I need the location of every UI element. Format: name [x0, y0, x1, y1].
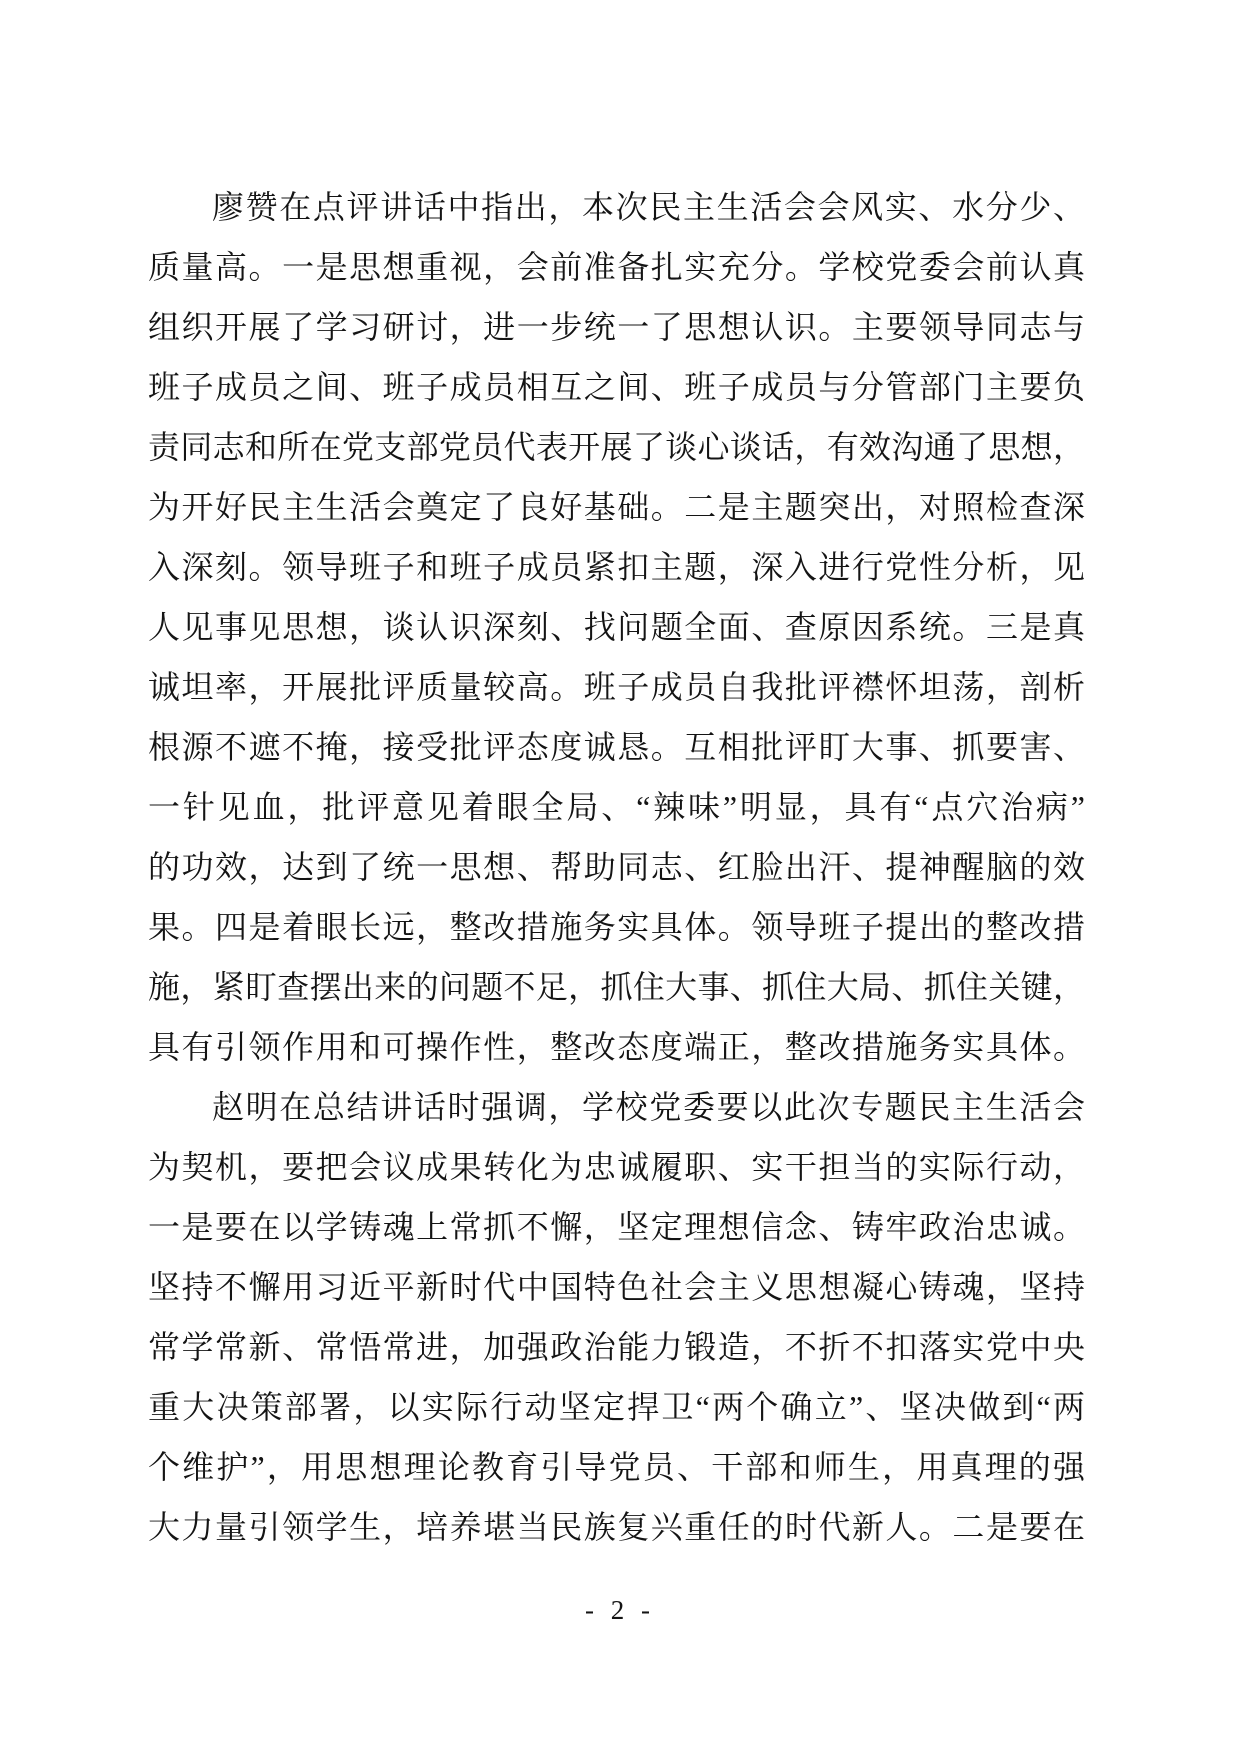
text-line: 一是要在以学铸魂上常抓不懈，坚定理想信念、铸牢政治忠诚。: [148, 1209, 1085, 1245]
text-line: 常学常新、常悟常进，加强政治能力锻造，不折不扣落实党中央: [148, 1329, 1085, 1365]
text-line: 诚坦率，开展批评质量较高。班子成员自我批评襟怀坦荡，剖析: [148, 669, 1085, 705]
text-line: 一针见血，批评意见着眼全局、“辣味”明显，具有“点穴治病”: [148, 789, 1085, 825]
text-line: 人见事见思想，谈认识深刻、找问题全面、查原因系统。三是真: [148, 609, 1085, 645]
text-line: 责同志和所在党支部党员代表开展了谈心谈话，有效沟通了思想，: [148, 429, 1085, 465]
text-line: 赵明在总结讲话时强调，学校党委要以此次专题民主生活会: [212, 1089, 1085, 1125]
text-line: 廖赞在点评讲话中指出，本次民主生活会会风实、水分少、: [212, 189, 1085, 225]
text-line: 根源不遮不掩，接受批评态度诚恳。互相批评盯大事、抓要害、: [148, 729, 1085, 765]
text-line: 大力量引领学生，培养堪当民族复兴重任的时代新人。二是要在: [148, 1509, 1085, 1545]
body-text: [148, 177, 1085, 1557]
text-line: 入深刻。领导班子和班子成员紧扣主题，深入进行党性分析，见: [148, 549, 1085, 585]
text-line: 组织开展了学习研讨，进一步统一了思想认识。主要领导同志与: [148, 309, 1085, 345]
text-line: 具有引领作用和可操作性，整改态度端正，整改措施务实具体。: [148, 1029, 1085, 1065]
text-line: 为契机，要把会议成果转化为忠诚履职、实干担当的实际行动，: [148, 1149, 1085, 1185]
text-line: 施，紧盯查摆出来的问题不足，抓住大事、抓住大局、抓住关键，: [148, 969, 1085, 1005]
text-line: 的功效，达到了统一思想、帮助同志、红脸出汗、提神醒脑的效: [148, 849, 1085, 885]
text-line: 为开好民主生活会奠定了良好基础。二是主题突出，对照检查深: [148, 489, 1085, 525]
text-line: 果。四是着眼长远，整改措施务实具体。领导班子提出的整改措: [148, 909, 1085, 945]
text-line: 坚持不懈用习近平新时代中国特色社会主义思想凝心铸魂，坚持: [148, 1269, 1085, 1305]
text-line: 个维护”，用思想理论教育引导党员、干部和师生，用真理的强: [148, 1449, 1085, 1485]
text-line: 班子成员之间、班子成员相互之间、班子成员与分管部门主要负: [148, 369, 1085, 405]
page-number: - 2 -: [585, 1595, 655, 1625]
text-line: 重大决策部署，以实际行动坚定捍卫“两个确立”、坚决做到“两: [148, 1389, 1085, 1425]
text-line: 质量高。一是思想重视，会前准备扎实充分。学校党委会前认真: [148, 249, 1085, 285]
